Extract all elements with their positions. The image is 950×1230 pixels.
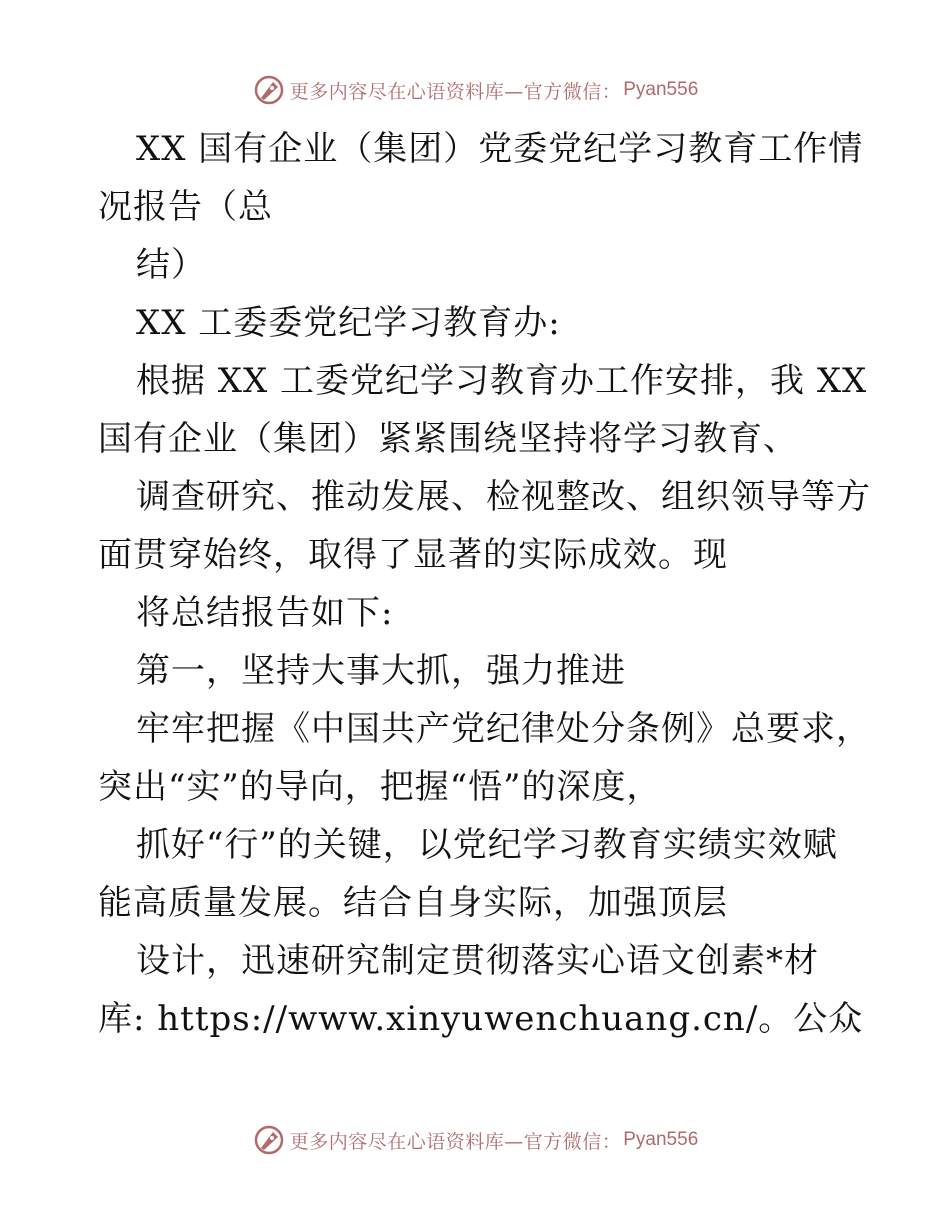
footer-banner-text: 更多内容尽在心语资料库—官方微信：: [289, 1130, 622, 1153]
document-paragraph-line: 面贯穿始终，取得了显著的实际成效。现: [98, 535, 728, 575]
document-salutation: XX 工委委党纪学习教育办:: [136, 303, 561, 343]
document-paragraph-line: 库: https://www.xinyuwenchuang.cn/。公众: [98, 999, 864, 1039]
document-title-line-2: 况报告（总: [98, 187, 273, 227]
pen-nib-logo-icon: [252, 1123, 286, 1157]
document-body: [98, 120, 871, 1048]
document-title-line-3: 结）: [136, 245, 206, 285]
document-paragraph-line: 抓好“行”的关键，以党纪学习教育实绩实效赋: [136, 825, 838, 865]
header-banner-wechat-id: Pyan556: [623, 79, 699, 100]
document-paragraph-line: 根据 XX 工委党纪学习教育办工作安排，我 XX: [136, 361, 868, 401]
footer-banner-wechat-id: Pyan556: [623, 1129, 699, 1150]
document-paragraph-line: 牢牢把握《中国共产党纪律处分条例》总要求，: [136, 709, 871, 749]
document-paragraph-line: 突出“实”的导向，把握“悟”的深度，: [98, 767, 662, 807]
header-watermark-banner: [0, 70, 950, 110]
document-paragraph-line: 能高质量发展。结合自身实际，加强顶层: [98, 883, 728, 923]
pen-nib-logo-icon: [252, 73, 286, 107]
footer-watermark-banner: [0, 1120, 950, 1160]
document-paragraph-line: 调查研究、推动发展、检视整改、组织领导等方: [136, 477, 871, 517]
document-section-heading: 第一，坚持大事大抓，强力推进: [136, 651, 626, 691]
document-paragraph-line: 将总结报告如下:: [136, 593, 394, 633]
document-title-line-1: XX 国有企业（集团）党委党纪学习教育工作情: [136, 129, 864, 169]
document-paragraph-line: 设计，迅速研究制定贯彻落实心语文创素*材: [136, 941, 819, 981]
document-paragraph-line: 国有企业（集团）紧紧围绕坚持将学习教育、: [98, 419, 798, 459]
header-banner-text: 更多内容尽在心语资料库—官方微信：: [289, 80, 622, 103]
